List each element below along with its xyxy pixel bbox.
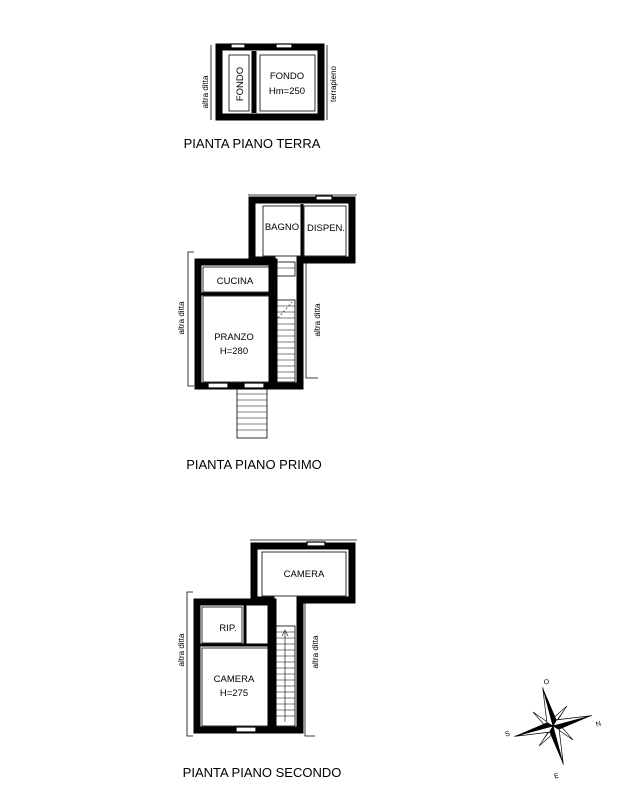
second-camera-height: H=275: [219, 688, 249, 699]
first-floor-title: PIANTA PIANO PRIMO: [186, 457, 322, 472]
ground-window: [276, 44, 292, 48]
compass-label-e: E: [553, 772, 560, 781]
compass-label-n: N: [595, 720, 602, 729]
first-window: [316, 196, 332, 200]
first-window: [208, 383, 228, 388]
second-rip-label: RIP.: [219, 623, 237, 634]
second-camera-room: [202, 648, 268, 726]
first-external-stair: [237, 388, 267, 438]
compass-rose: [504, 677, 602, 781]
second-camera-top-label: CAMERA: [283, 569, 325, 580]
compass-label-s: S: [504, 730, 511, 739]
first-cucina-label: CUCINA: [216, 276, 254, 287]
first-internal-stair: [277, 262, 295, 382]
second-camera-label: CAMERA: [213, 674, 255, 685]
ground-main-room-height: Hm=250: [268, 86, 306, 97]
ground-small-room-label: FONDO: [235, 66, 246, 102]
first-pranzo-label: PRANZO: [214, 332, 254, 343]
ground-main-room: [260, 55, 315, 111]
second-floor-title: PIANTA PIANO SECONDO: [182, 765, 342, 780]
ground-right-label: terrapieno: [329, 65, 338, 103]
second-window: [307, 542, 325, 546]
ground-left-label: altra ditta: [201, 75, 210, 109]
first-left-label: altra ditta: [177, 301, 186, 335]
first-pranzo-height: H=280: [219, 346, 249, 357]
first-dispensa-label: DISPEN.: [306, 223, 346, 234]
ground-floor-plan: [184, 44, 338, 151]
second-left-boundary: [187, 592, 193, 736]
ground-window: [231, 44, 245, 48]
first-right-label: altra ditta: [313, 303, 322, 337]
second-right-label: altra ditta: [311, 635, 320, 669]
second-internal-stair: [276, 626, 295, 726]
second-window: [236, 727, 256, 732]
compass-label-o: O: [543, 678, 551, 687]
ground-floor-title: PIANTA PIANO TERRA: [183, 136, 321, 151]
first-floor-plan: [177, 195, 357, 472]
first-bagno-label: BAGNO: [264, 222, 300, 233]
second-lower-block-wall: [197, 602, 273, 730]
second-left-label: altra ditta: [177, 633, 186, 667]
second-floor-plan: [177, 540, 357, 780]
first-door: [244, 383, 264, 388]
ground-main-room-label: FONDO: [269, 71, 305, 82]
first-left-boundary: [188, 252, 194, 386]
